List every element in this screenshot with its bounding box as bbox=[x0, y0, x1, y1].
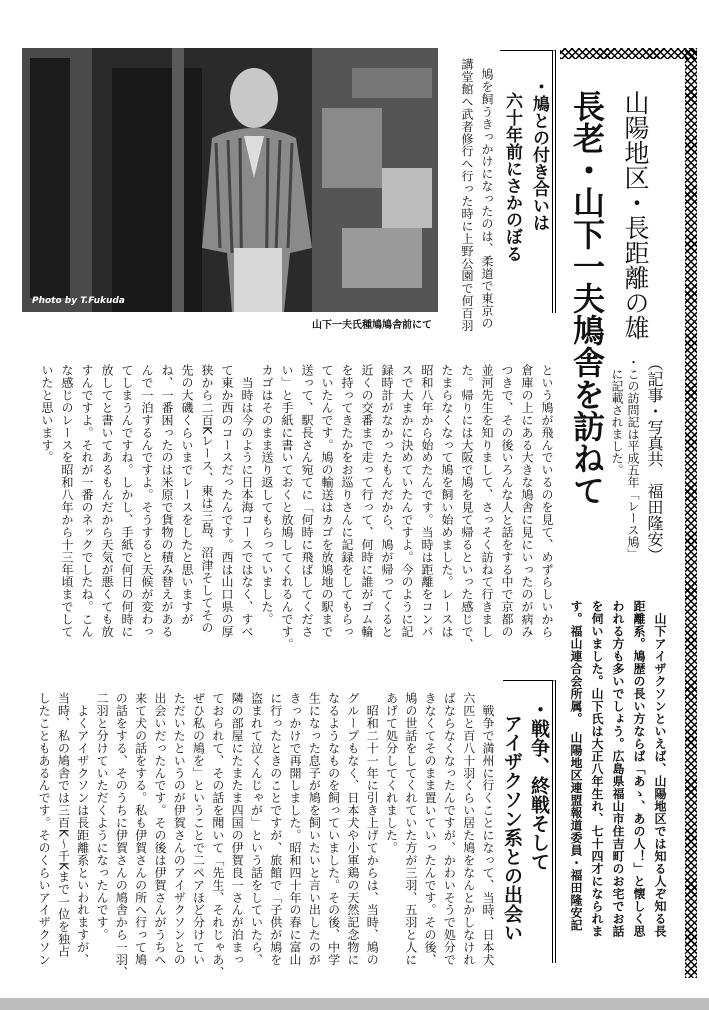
intro-paragraph bbox=[565, 600, 670, 938]
body-line: 出会いだったんです。その後は伊賀さんがうちへ bbox=[152, 692, 167, 966]
body-line: 送って、駅長さん宛てに「何時に飛ばしてくださ bbox=[300, 364, 314, 638]
article-credit bbox=[643, 355, 665, 563]
section1-heading bbox=[498, 78, 552, 262]
section2-heading bbox=[498, 700, 552, 942]
body-line: 録時計がなかったもんだから、鳩が帰ってくると bbox=[380, 364, 394, 638]
body-line: したこともあるんです。そのくらいアイザクソン bbox=[37, 692, 52, 966]
body-line: ていたんです。鳩の輸送はカゴを放鳩地の駅まで bbox=[320, 364, 334, 638]
publication-note-line: ・この訪問記は平成五年「レース鳩」 bbox=[626, 356, 640, 560]
section2-heading-line: ・戦争、終戦そして bbox=[528, 700, 550, 871]
section1-heading-line: 六十年前にさかのぼる bbox=[502, 92, 522, 262]
body-line: 昭和八年から始めたんです。当時は距離をコンパ bbox=[420, 364, 434, 638]
intro-line: 山下アイザクソンといえば、山陽地区では知る人ぞ知る長 bbox=[653, 600, 667, 938]
publication-note-line: に記載されました。 bbox=[610, 356, 624, 476]
body-line: てしまうんですね。しかし、手紙で何日の何時に bbox=[120, 364, 134, 638]
body-line: という鳩が飛んでいるのを見て、めずらしいから bbox=[540, 364, 554, 638]
intro-line: われる方も多いでしょう。広島県福山市住吉町のお宅でお話 bbox=[611, 600, 625, 938]
page-title-text: 長老・山下一夫鳩舎を訪ねて bbox=[568, 90, 606, 506]
body-line: い」と手紙に書いておくと放鳩してくれるんです。 bbox=[280, 364, 294, 651]
body-line: んで一泊するんですよ。そうすると天候が変わっ bbox=[140, 364, 154, 638]
body-line: 先の大磯くらいまでレースをしたと思いますが bbox=[180, 364, 194, 626]
photo-image bbox=[22, 48, 438, 312]
body-line: 盗まれて泣くんじゃが」という話をしていたら、 bbox=[249, 692, 264, 966]
body-line: 近くの交番まで走って行って、何時に誰がゴム輪 bbox=[360, 364, 374, 638]
body-line: 当時は今のように日本海コースではなく、すべ bbox=[240, 364, 254, 638]
page-title bbox=[567, 90, 607, 506]
body-line: 来て犬の話をする。私も伊賀さんの所へ行って鳩 bbox=[133, 692, 148, 966]
body-line: て東か西のコースだったんです。西は山口県の厚 bbox=[220, 364, 234, 638]
body-line: 放してと書いてあるもんだから天気が悪くても放 bbox=[100, 364, 114, 638]
body-line: 鳩を飼うきっかけになったのは、柔道で東京の bbox=[480, 68, 494, 330]
body-line: 鳩の世話をしてくれていた方が三羽、五羽と人に bbox=[403, 692, 418, 966]
body-line: グループもなく、日本犬や小軍鶏の天然記念物に bbox=[345, 692, 360, 966]
publication-note bbox=[609, 356, 641, 560]
body-line: に行ったときのことですが、旅館で「子供が鳩を bbox=[268, 692, 283, 966]
photo-caption: 山下一夫氏種鳩鳩舎前にて bbox=[312, 320, 432, 331]
body-line: 隣の部屋にたまたま四国の伊賀良一さんが泊まっ bbox=[230, 692, 245, 966]
body-line: カゴはそのまま送り返してもらっていました。 bbox=[260, 364, 274, 626]
body-line: きなくてそのまま置いていったんです。その後、 bbox=[423, 692, 438, 966]
body-line: 二羽と分けていただくようになったんです。 bbox=[95, 692, 110, 941]
body-line: を持ってきたかをお巡りさんに記録をしてもらっ bbox=[340, 364, 354, 638]
body-line: ぜひ私の鳩を」ということで二ペアほど分けてい bbox=[191, 692, 206, 966]
body-line: ておられて、その話を聞いて「先生、それじゃあ、 bbox=[210, 692, 225, 979]
body-line: 講堂館へ武者修行へ行った時に上野公園で何百羽 bbox=[460, 58, 474, 332]
body-line: 六匹と百八十羽くらい居た鳩をなんとかしなけれ bbox=[461, 692, 476, 966]
photo-credit: Photo by T.Fukuda bbox=[32, 296, 125, 306]
section2-body bbox=[34, 692, 497, 978]
intro-line: を伺いました。山下氏は大正八年生れ、七十四才になられま bbox=[590, 600, 604, 938]
body-line: た。帰りには大阪で鳩を見て帰るといった感じで、 bbox=[460, 364, 474, 651]
body-line: ね、一番困ったのは米原で貨物の積み替えがある bbox=[160, 364, 174, 638]
body-line: スで大まかに決めていたんですよ。今のように記 bbox=[400, 364, 414, 638]
body-line: 当時、私の鳩舎では三百K～千Kまで一位を独占 bbox=[56, 692, 71, 958]
section1-intro-text bbox=[457, 58, 497, 332]
body-line: きっかけで再開しました。昭和四十年の春に富山 bbox=[288, 692, 303, 966]
intro-line: す。福山連合会所属。 山陽地区連盟報道委員・福田隆安記 bbox=[569, 600, 583, 932]
body-line: なるようなものを飼っていました。その後、中学 bbox=[326, 692, 341, 966]
body-line: な感じのレースを昭和八年から十三年頃までして bbox=[60, 364, 74, 638]
body-line: よくアイザクソンは長距離系といわれますが、 bbox=[75, 692, 90, 966]
intro-line: 距離系。鳩歴の長い方ならば「あゝ、あの人！」と懐しく思 bbox=[632, 600, 646, 938]
body-line: すんですよ。それが一番のネックでしたね。こん bbox=[80, 364, 94, 638]
page-bottom-bar bbox=[0, 998, 709, 1010]
body-line: いたと思います。 bbox=[40, 364, 54, 464]
body-line: 並河先生を知りまして、さっそく訪ねて行きまし bbox=[480, 364, 494, 638]
body-line: 狭から二百Kレース、東は三島、沼津そしてその bbox=[200, 364, 214, 634]
subtitle-text: 山陽地区・長距離の雄 bbox=[621, 90, 650, 340]
section2-heading-line: アイザクソン系との出会い bbox=[501, 714, 523, 942]
body-line: つきで、その後いろんな人と話をする中で京都の bbox=[500, 364, 514, 638]
body-line: ばならなくなったんですが、かわいそうで処分で bbox=[442, 692, 457, 966]
section1-body bbox=[37, 364, 557, 650]
subtitle bbox=[620, 90, 650, 340]
body-line: あげて処分してくれました。 bbox=[384, 692, 399, 854]
body-line: 昭和二十一年に引き上げてからは、当時、鳩の bbox=[365, 692, 380, 966]
body-line: 倉庫の上にある大きな鳩舎に見にいったのが病み bbox=[520, 364, 534, 638]
photo-yamashita-loft bbox=[22, 48, 438, 312]
body-line: ただいたというのが伊賀さんのアイザクソンとの bbox=[172, 692, 187, 966]
decorative-border-right bbox=[685, 48, 697, 978]
article-credit-text: （記事・写真共 福田隆安） bbox=[645, 355, 664, 563]
body-line: 戦争で満州に行くことになって、当時、日本犬 bbox=[481, 692, 495, 966]
decorative-border-top bbox=[560, 48, 697, 59]
body-line: の話をする、そのうちに伊賀さんの鳩舎から一羽、 bbox=[114, 692, 129, 979]
section1-heading-line: ・鳩との付き合いは bbox=[529, 78, 549, 231]
body-line: 生になった息子が鳩を飼いたいと言い出したのが bbox=[307, 692, 322, 966]
body-line: たまらなくなって鳩を飼い始めました。レースは bbox=[440, 364, 454, 638]
